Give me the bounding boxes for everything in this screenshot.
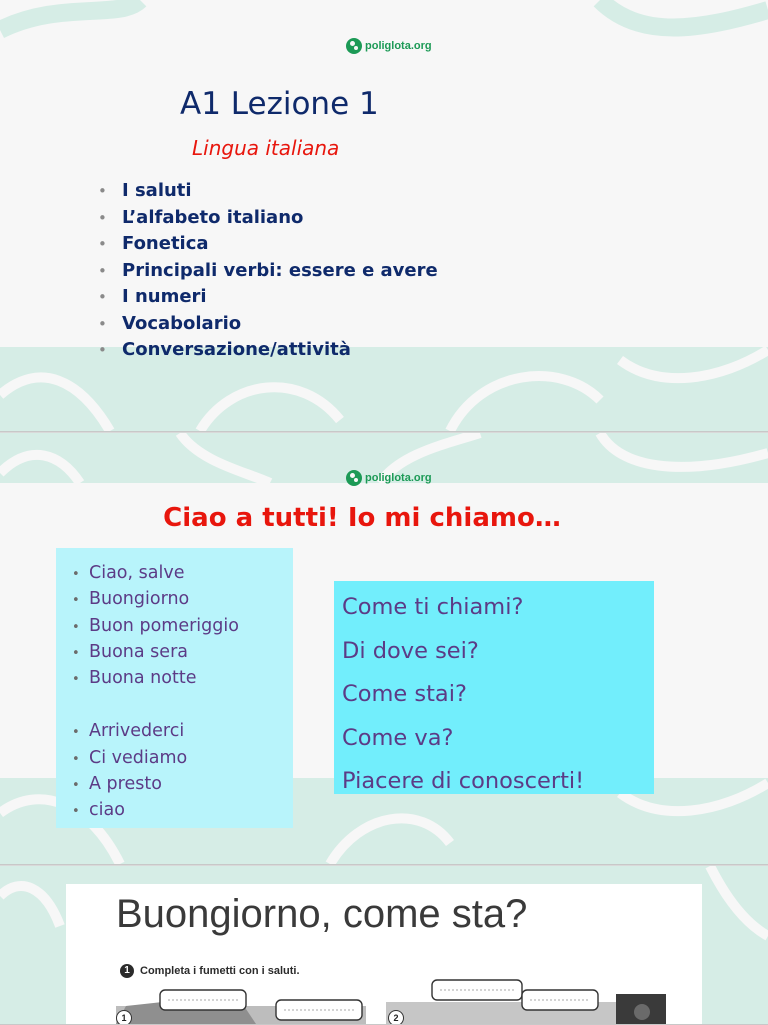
list-item: Come stai? (342, 681, 467, 707)
list-item (72, 613, 293, 639)
poliglota-logo[interactable] (346, 38, 432, 54)
greetings-box (56, 548, 293, 828)
bullet-dot: • (98, 261, 107, 280)
logo-text: poliglota.org (365, 40, 432, 52)
greeting-label: Buongiorno (89, 589, 190, 610)
list-item (98, 284, 438, 311)
topic-label: Conversazione/attività (122, 339, 351, 360)
topic-label: I saluti (122, 180, 192, 201)
bullet-dot: • (72, 593, 80, 609)
illustration-2 (386, 976, 666, 1024)
illustration-1 (116, 984, 366, 1024)
list-item: Come ti chiami? (342, 594, 524, 620)
bullet-dot: • (72, 778, 80, 794)
instruction-text: Completa i fumetti con i saluti. (140, 965, 300, 977)
bullet-dot: • (98, 182, 107, 200)
list-item: Come va? (342, 724, 454, 751)
questions-list (334, 581, 654, 804)
topic-label: I numeri (122, 286, 207, 307)
poliglota-logo-icon (346, 38, 362, 54)
topic-label: Vocabolario (122, 312, 242, 334)
step-number-badge: 1 (120, 964, 134, 978)
farewell-label: Ci vediamo (89, 747, 188, 768)
bullet-dot: • (98, 288, 107, 306)
bullet-dot: • (72, 645, 80, 661)
greeting-label: Buon pomeriggio (89, 615, 239, 636)
bullet-dot: • (98, 208, 107, 227)
bullet-dot: • (72, 725, 80, 741)
farewell-label: ciao (89, 800, 125, 821)
bullet-dot: • (72, 672, 80, 688)
slide-2-title: Ciao a tutti! Io mi chiamo… (163, 503, 561, 533)
list-item (72, 771, 293, 797)
list-item (72, 745, 293, 771)
list-item (98, 205, 438, 232)
poliglota-logo[interactable] (346, 470, 432, 486)
picture-marker: 1 (116, 1010, 132, 1024)
greeting-label: Buona notte (89, 668, 197, 689)
list-item (72, 586, 293, 612)
greeting-label: Buona sera (89, 641, 188, 662)
list-item (72, 665, 293, 691)
greeting-label: Ciao, salve (89, 563, 185, 583)
list-item (98, 178, 438, 205)
list-spacer (72, 691, 293, 718)
list-item (98, 231, 438, 258)
list-item (98, 258, 438, 285)
list-item (98, 311, 438, 338)
bullet-dot: • (98, 314, 107, 333)
greetings-list (56, 548, 293, 824)
slide-1 (0, 0, 768, 432)
list-item (72, 797, 293, 823)
poliglota-logo-icon (346, 470, 362, 486)
farewell-label: Arrivederci (89, 721, 185, 742)
bullet-dot: • (98, 235, 107, 253)
list-item (72, 718, 293, 744)
logo-text: poliglota.org (365, 472, 432, 484)
topic-label: Principali verbi: essere e avere (122, 259, 438, 281)
exercise-instruction (120, 964, 300, 978)
topics-list (98, 178, 438, 364)
page-subtitle: Lingua italiana (192, 136, 340, 160)
bullet-dot: • (72, 804, 80, 820)
worksheet-title: Buongiorno, come sta? (116, 892, 528, 936)
bullet-dot: • (72, 567, 80, 582)
topic-label: L’alfabeto italiano (122, 206, 304, 228)
list-item: Piacere di conoscerti! (342, 768, 585, 794)
questions-box (334, 581, 654, 794)
picture-marker: 2 (388, 1010, 404, 1024)
bullet-dot: • (72, 619, 80, 635)
page-title: A1 Lezione 1 (180, 86, 379, 122)
list-item: Di dove sei? (342, 637, 479, 664)
bullet-dot: • (72, 751, 80, 767)
farewell-label: A presto (89, 774, 162, 795)
list-item (98, 337, 438, 364)
topic-label: Fonetica (122, 233, 209, 254)
list-item (72, 560, 293, 586)
list-item (72, 639, 293, 665)
bullet-dot: • (98, 341, 107, 359)
worksheet-card (66, 884, 702, 1024)
